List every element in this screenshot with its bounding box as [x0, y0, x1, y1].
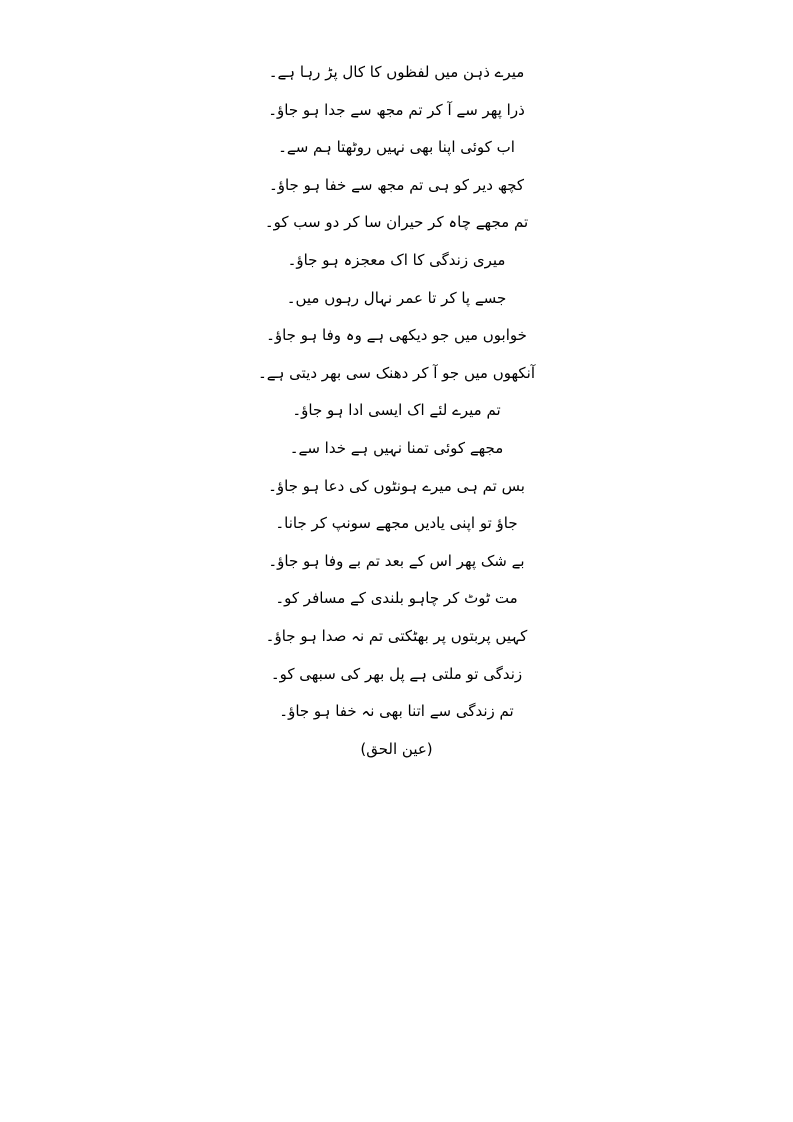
- poem-line: بے شک پھر اس کے بعد تم بے وفا ہو جاؤ۔: [268, 551, 525, 570]
- poem-line: آنکھوں میں جو آ کر دھنک سی بھر دیتی ہے۔: [257, 363, 536, 382]
- poem-line: جاؤ تو اپنی یادیں مجھے سونپ کر جانا۔: [275, 514, 518, 533]
- poem-line: میرے ذہن میں لفظوں کا کال پڑ رہا ہے۔: [268, 63, 525, 81]
- poem-line: میری زندگی کا اک معجزہ ہو جاؤ۔: [287, 250, 506, 269]
- poem-line: مجھے کوئی تمنا نہیں ہے خدا سے۔: [289, 438, 504, 457]
- poem: [0, 54, 793, 768]
- poem-line: زندگی تو ملتی ہے پل بھر کی سبھی کو۔: [270, 664, 523, 683]
- poem-line: بس تم ہی میرے ہونٹوں کی دعا ہو جاؤ۔: [268, 476, 525, 495]
- poem-line: تم مجھے چاہ کر حیران سا کر دو سب کو۔: [264, 213, 529, 232]
- poem-line: اب کوئی اپنا بھی نہیں روٹھتا ہم سے۔: [278, 138, 515, 157]
- poem-line: جسے پا کر تا عمر نہال رہوں میں۔: [286, 288, 507, 307]
- poem-line: تم زندگی سے اتنا بھی نہ خفا ہو جاؤ۔: [279, 702, 514, 721]
- poem-line: ذرا پھر سے آ کر تم مجھ سے جدا ہو جاؤ۔: [268, 100, 525, 119]
- poem-line: تم میرے لئے اک ایسی ادا ہو جاؤ۔: [292, 401, 501, 420]
- poem-line: خوابوں میں جو دیکھی ہے وہ وفا ہو جاؤ۔: [266, 326, 527, 345]
- poet-signature: (عین الحق): [360, 739, 433, 758]
- poem-line: مت ٹوٹ کر چاہو بلندی کے مسافر کو۔: [275, 589, 518, 608]
- poem-line: کہیں پربتوں پر بھٹکتی تم نہ صدا ہو جاؤ۔: [265, 626, 528, 645]
- poem-line: کچھ دیر کو ہی تم مجھ سے خفا ہو جاؤ۔: [268, 175, 525, 194]
